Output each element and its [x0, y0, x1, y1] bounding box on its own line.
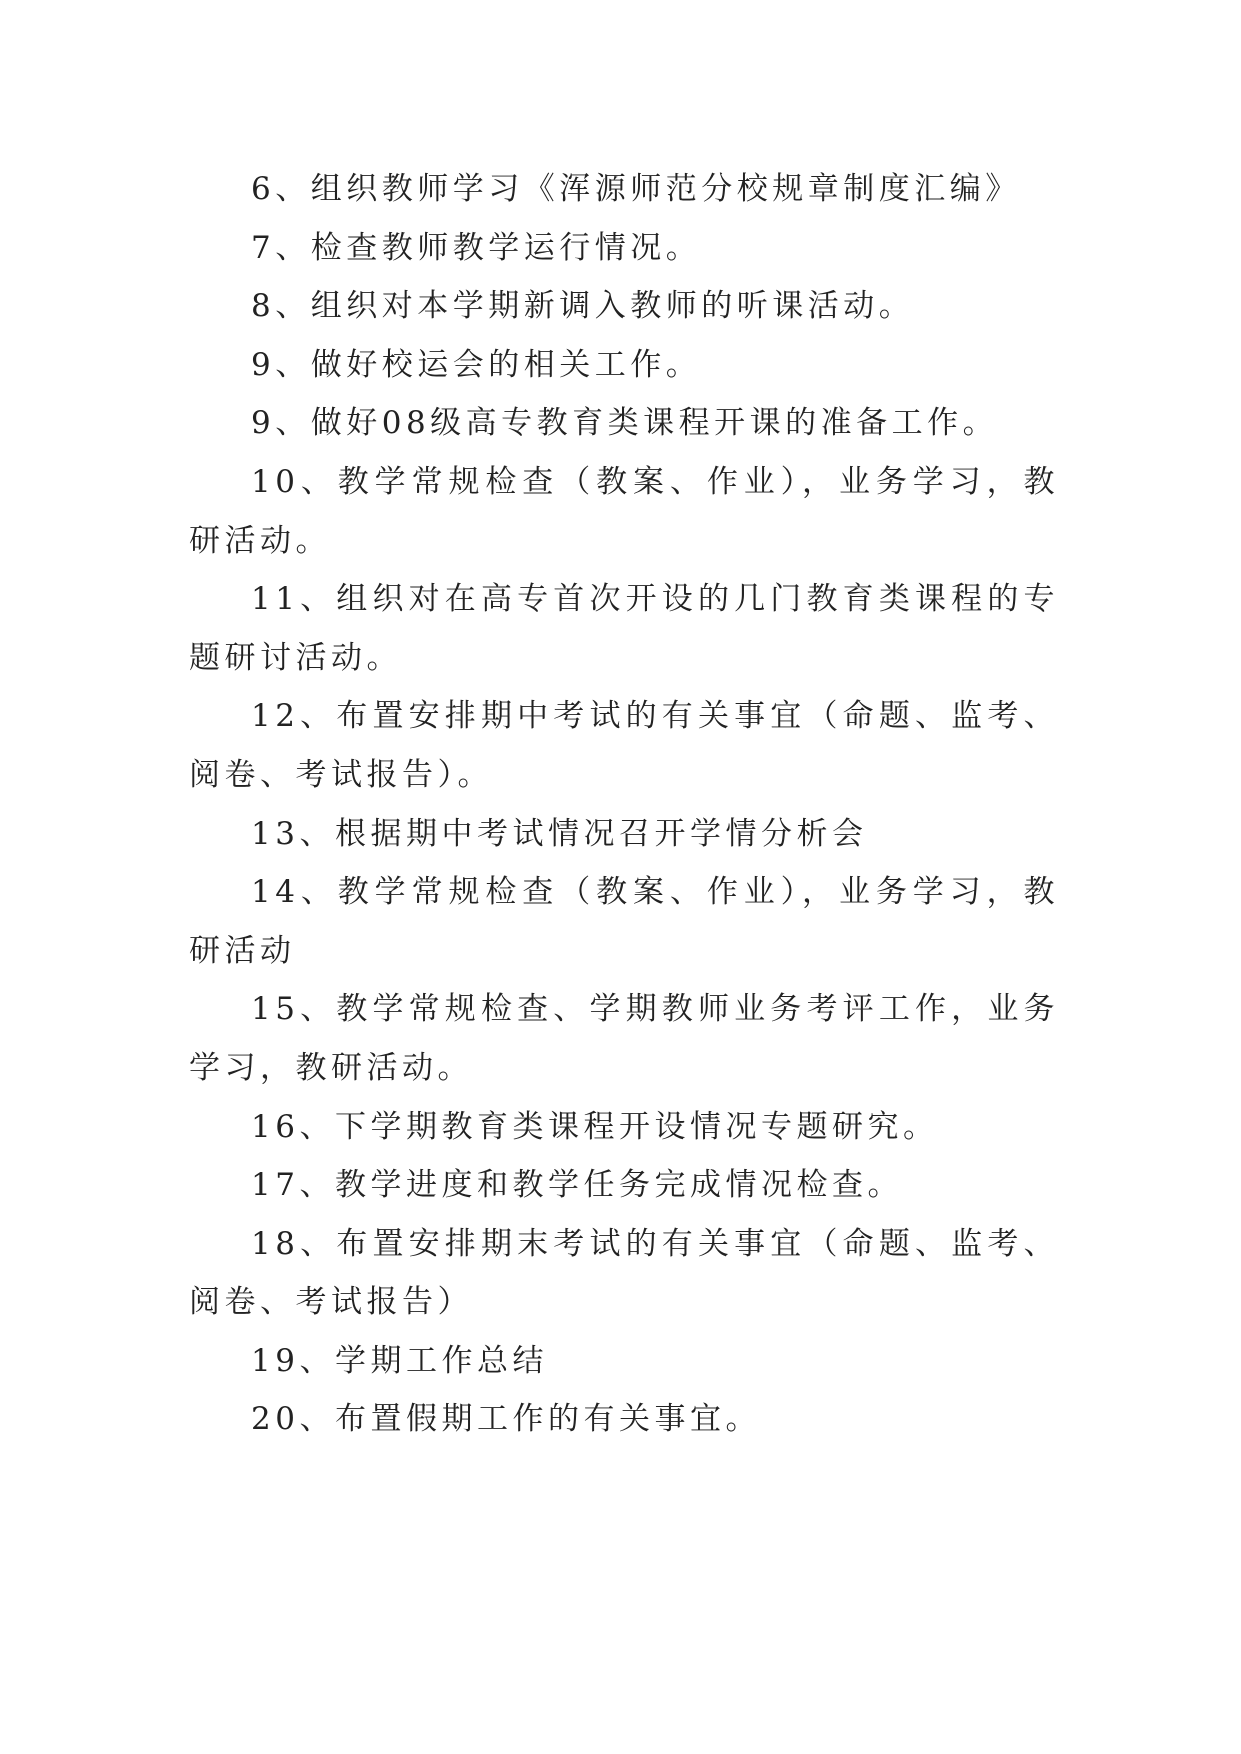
list-item: 7、检查教师教学运行情况。 [251, 229, 702, 266]
list-item: 11、组织对在高专首次开设的几门教育类课程的专题研讨活动。 [189, 581, 1059, 676]
list-item: 17、教学进度和教学任务完成情况检查。 [251, 1167, 903, 1204]
list-item: 6、组织教师学习《浑源师范分校规章制度汇编》 [251, 171, 1021, 207]
list-item: 15、教学常规检查、学期教师业务考评工作，业务学习，教研活动。 [189, 991, 1059, 1086]
list-item: 20、布置假期工作的有关事宜。 [251, 1401, 761, 1438]
document-body [189, 160, 1059, 1449]
list-item: 9、做好校运会的相关工作。 [251, 346, 702, 383]
list-item: 9、做好08级高专教育类课程开课的准备工作。 [251, 405, 999, 442]
list-item: 8、组织对本学期新调入教师的听课活动。 [251, 288, 915, 325]
list-item: 12、布置安排期中考试的有关事宜（命题、监考、阅卷、考试报告）。 [189, 698, 1059, 793]
list-item: 10、教学常规检查（教案、作业），业务学习，教研活动。 [189, 463, 1059, 559]
list-item: 19、学期工作总结 [251, 1342, 548, 1379]
list-item: 16、下学期教育类课程开设情况专题研究。 [251, 1108, 939, 1145]
list-item: 18、布置安排期末考试的有关事宜（命题、监考、阅卷、考试报告） [189, 1225, 1059, 1321]
list-item: 14、教学常规检查（教案、作业），业务学习，教研活动 [189, 874, 1059, 969]
list-item: 13、根据期中考试情况召开学情分析会 [251, 815, 868, 852]
